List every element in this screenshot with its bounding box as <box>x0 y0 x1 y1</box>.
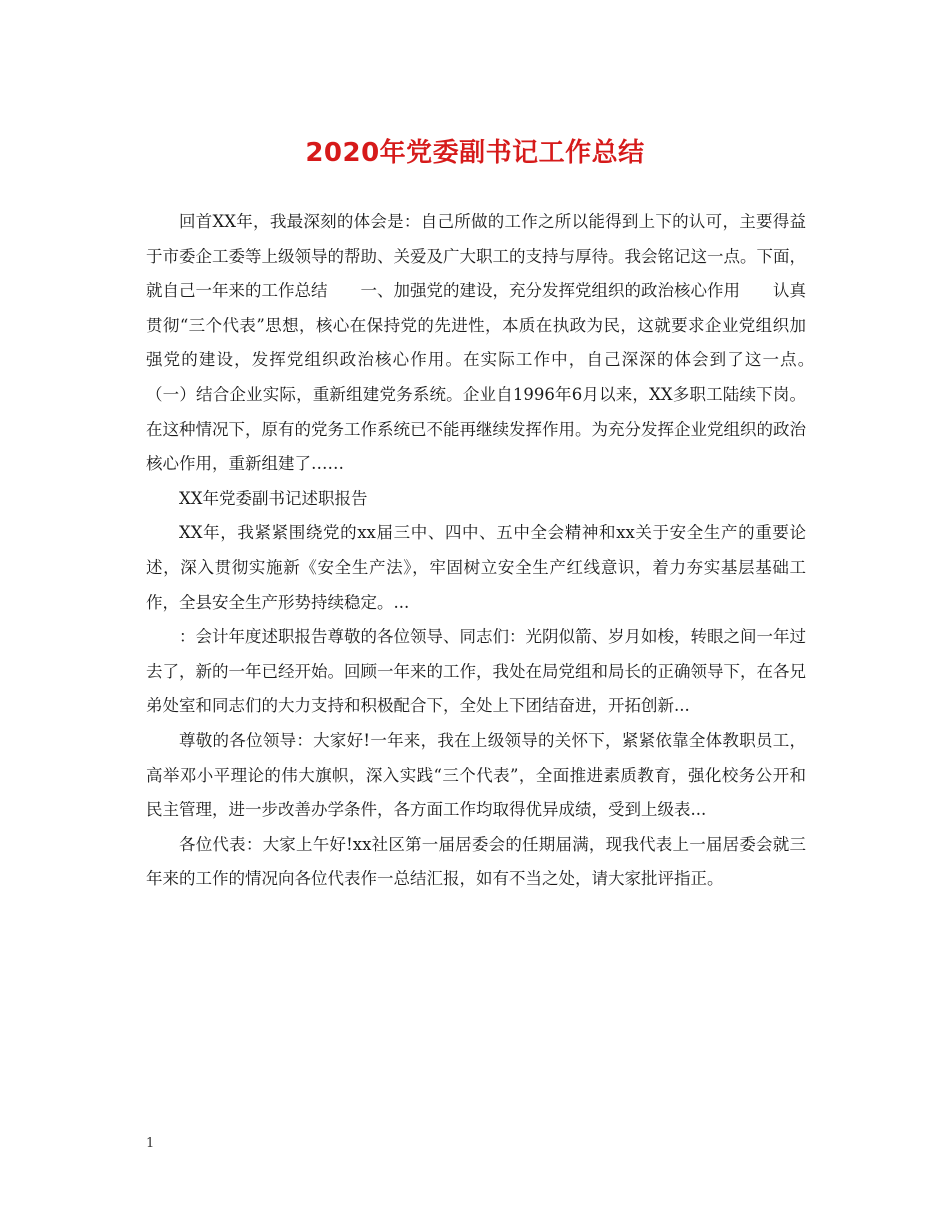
document-title: 2020年党委副书记工作总结 <box>305 138 645 168</box>
page-number: 1 <box>146 1136 155 1151</box>
paragraph-intro: 回首XX年，我最深刻的体会是：自己所做的工作之所以能得到上下的认可，主要得益于市委企工委等上级领导的帮助、关爱及广大职工的支持与厚待。我会铭记这一点。下面，就自己一年来的工作总结 一、加强党的建设，充分发挥党组织的政治核心作用 认真贯彻“三个代表”思想，核心在保持党的先进性，本质在执政为民，这就要求企业党组织加强党的建设，发挥党组织政治核心作用。在实际工作中，自己深深的体会到了这一点。 （一）结合企业实际，重新组建党务系统。企业自1996年6月以来，XX多职工陆续下岗。在这种情况下，原有的党务工作系统已不能再继续发挥作用。为充分发挥企业党组织的政治核心作用，重新组建了…… <box>146 212 839 474</box>
paragraph-safety: XX年，我紧紧围绕党的xx届三中、四中、五中全会精神和xx关于安全生产的重要论述，深入贯彻实施新《安全生产法》，牢固树立安全生产红线意识，着力夯实基层基础工作，全县安全生产形势持续稳定。... <box>146 523 806 612</box>
paragraph-community: 各位代表：大家上午好!xx社区第一届居委会的任期届满，现我代表上一届居委会就三年来的工作的情况向各位代表作一总结汇报，如有不当之处，请大家批评指正。 <box>146 834 806 889</box>
document-body <box>146 205 839 897</box>
paragraph-accounting: ：会计年度述职报告尊敬的各位领导、同志们：光阴似箭、岁月如梭，转眼之间一年过去了，新的一年已经开始。回顾一年来的工作，我处在局党组和局长的正确领导下，在各兄弟处室和同志们的大力支持和积极配合下，全处上下团结奋进，开拓创新... <box>146 627 806 716</box>
paragraph-school: 尊敬的各位领导：大家好!一年来，我在上级领导的关怀下，紧紧依靠全体教职员工，高举邓小平理论的伟大旗帜，深入实践“三个代表”，全面推进素质教育，强化校务公开和民主管理，进一步改善办学条件，各方面工作均取得优异成绩，受到上级表... <box>146 730 806 820</box>
paragraph-report-heading: XX年党委副书记述职报告 <box>179 488 368 508</box>
